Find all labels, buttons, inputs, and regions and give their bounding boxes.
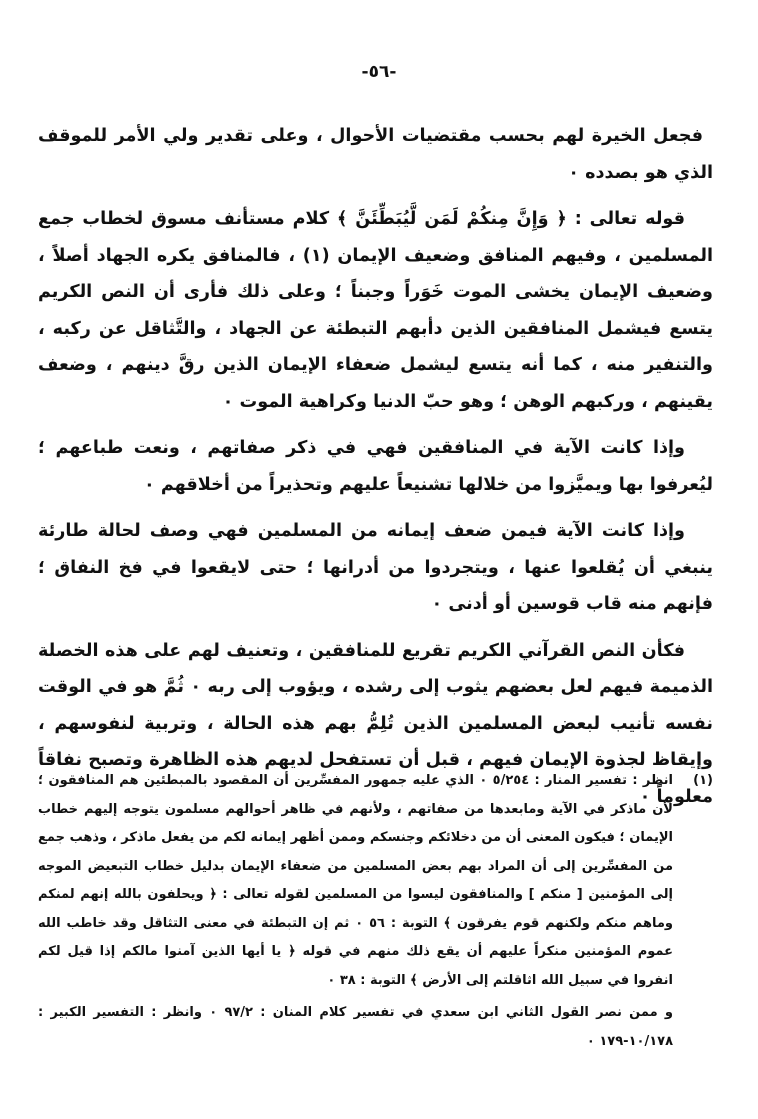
footnote-body bbox=[38, 767, 673, 1056]
paragraph: قوله تعالى : ﴿ وَإِنَّ مِنكُمْ لَمَن لَّيُبَطِّئَنَّ ﴾ كلام مستأنف مسوق لخطاب جمع المسلمين ، وفيهم المنافق وضعيف الإيمان (١) ، فالمنافق يكره الجهاد أصلاً ، وضعيف الإيمان يخشى الموت خَوَراً وجبناً ؛ وعلى ذلك فأرى أن النص الكريم يتسع فيشمل المنافقين الذين دأبهم التبطئة عن الجهاد ، والتَّثاقل عن ركبه ، والتنفير منه ، كما أنه يتسع ليشمل ضعفاء الإيمان الذين رقَّ دينهم ، وضعف يقينهم ، وركبهم الوهن ؛ وهو حبّ الدنيا وكراهية الموت ٠ bbox=[38, 209, 713, 412]
footnote-1 bbox=[38, 767, 713, 1056]
paragraph: وإذا كانت الآية في المنافقين فهي في ذكر صفاتهم ، ونعت طباعهم ؛ ليُعرفوا بها ويميَّزوا من خلالها تشنيعاً عليهم وتحذيراً من أخلاقهم ٠ bbox=[38, 438, 713, 495]
paragraph: فكأن النص القرآني الكريم تقريع للمنافقين ، وتعنيف لهم على هذه الخصلة الذميمة فيهم لعل بعضهم يثوب إلى رشده ، ويؤوب إلى ربه ٠ ثُمَّ هو في الوقت نفسه تأنيب لبعض المسلمين الذين تُلِمُّ بهم هذه الحالة ، وتربية لنفوسهم ، وإيقاظ لجذوة الإيمان فيهم ، قبل أن تستفحل لديهم هذه الظاهرة وتصبح نفاقاً معلوماً ٠ bbox=[38, 640, 714, 807]
footnote-text: انظر : تفسير المنار : ٥/٢٥٤ ٠ الذي عليه جمهور المفسِّرين أن المقصود بالمبطئين هم المنافقون ؛ لأن ماذكر في الآية ومابعدها من صفاتهم ، ولأنهم في ظاهر أحوالهم مسلمون يتوجه إليهم خطاب الإيمان ؛ فيكون المعنى أن من دخلائكم وجنسكم وممن أظهر إيمانه لكم من يفعل ماذكر ، وذهب جمع من المفسِّرين إلى أن المراد بهم بعض المسلمين من ضعفاء الإيمان بدليل خطاب التبعيض الموجه إلى المؤمنين [ منكم ] والمنافقون ليسوا من المسلمين لقوله تعالى : ﴿ ويحلفون بالله إنهم لمنكم وماهم منكم ولكنهم قوم يفرقون ﴾ التوبة : ٥٦ ٠ ثم إن التبطئة في معنى التثاقل وقد خاطب الله عموم المؤمنين منكراً عليهم أن يقع ذلك منهم في قوله ﴿ يا أيها الذين آمنوا مالكم إذا قيل لكم انفروا في سبيل الله اثاقلتم إلى الأرض ﴾ التوبة : ٣٨ ٠ bbox=[38, 773, 674, 988]
paragraph: فجعل الخيرة لهم بحسب مقتضيات الأحوال ، وعلى تقدير ولي الأمر للموقف الذي هو بصدده ٠ bbox=[38, 126, 713, 183]
footnote-continuation: و ممن نصر القول الثاني ابن سعدي في تفسير كلام المنان : ٩٧/٢ ٠ وانظر : التفسير الكبير : ١٠/١٧٨-١٧٩ ٠ bbox=[38, 1005, 673, 1049]
paragraph: وإذا كانت الآية فيمن ضعف إيمانه من المسلمين فهي وصف لحالة طارئة ينبغي أن يُقلعوا عنها ، ويتجردوا من أدرانها ؛ حتى لايقعوا في فخ النفاق ؛ فإنهم منه قاب قوسين أو أدنى ٠ bbox=[38, 521, 713, 614]
page-number: -٥٦- bbox=[361, 62, 397, 82]
footnotes bbox=[38, 767, 713, 1056]
footnote-marker: (١) bbox=[693, 773, 713, 788]
main-text bbox=[38, 118, 713, 825]
